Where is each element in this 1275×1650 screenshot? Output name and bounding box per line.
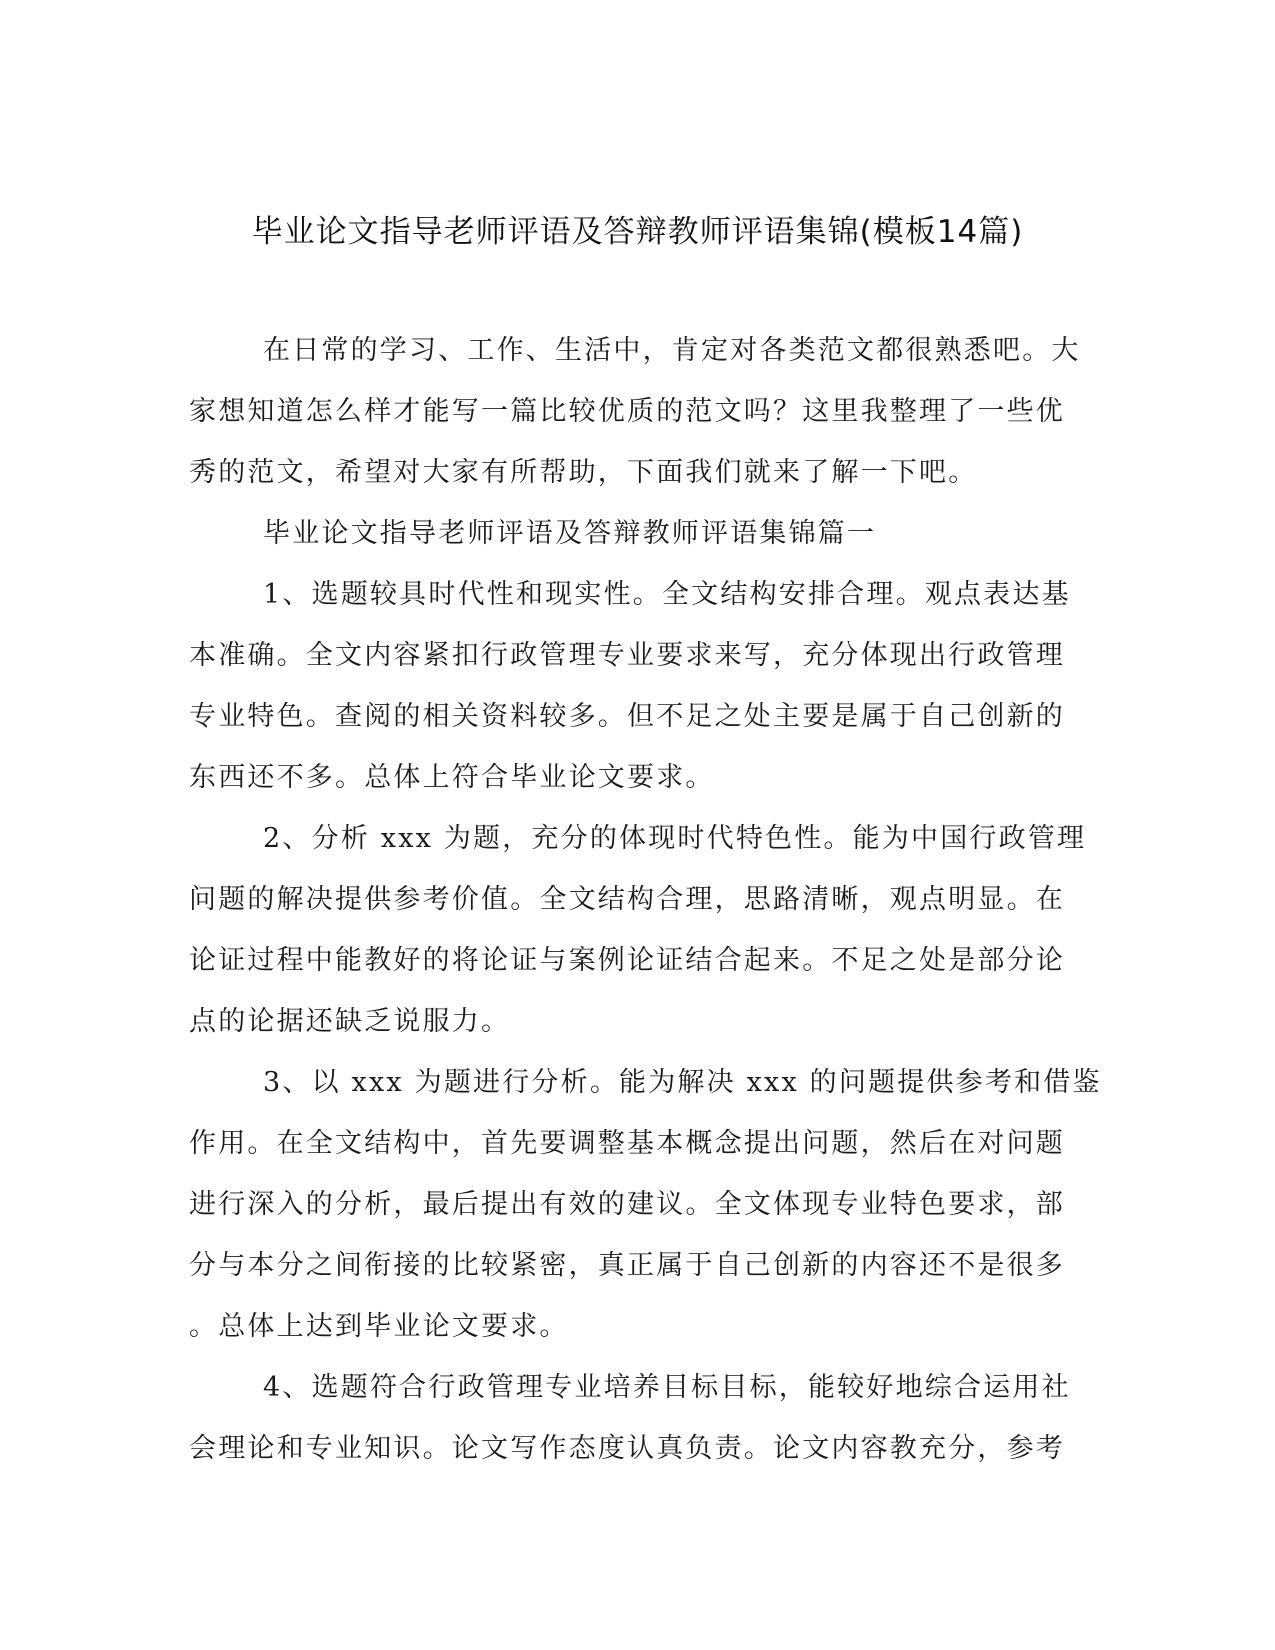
text-line: 分与本分之间衔接的比较紧密，真正属于自己创新的内容还不是很多 [189, 1250, 1065, 1281]
text-line: 本准确。全文内容紧扣行政管理专业要求来写，充分体现出行政管理 [189, 640, 1065, 671]
text-line: 在日常的学习、工作、生活中，肯定对各类范文都很熟悉吧。大 [263, 335, 1081, 366]
text-line: 会理论和专业知识。论文写作态度认真负责。论文内容教充分，参考 [189, 1433, 1065, 1464]
text-line: 3、以 xxx 为题进行分析。能为解决 xxx 的问题提供参考和借鉴 [263, 1067, 1102, 1098]
text-line: 进行深入的分析，最后提出有效的建议。全文体现专业特色要求，部 [189, 1189, 1065, 1220]
text-line: 家想知道怎么样才能写一篇比较优质的范文吗？这里我整理了一些优 [189, 396, 1065, 427]
text-line: 作用。在全文结构中，首先要调整基本概念提出问题，然后在对问题 [189, 1128, 1065, 1159]
text-line: 秀的范文，希望对大家有所帮助，下面我们就来了解一下吧。 [189, 457, 978, 488]
section-heading: 毕业论文指导老师评语及答辩教师评语集锦篇一 [263, 518, 877, 549]
text-line: 2、分析 xxx 为题，充分的体现时代特色性。能为中国行政管理 [263, 823, 1087, 854]
text-line: 4、选题符合行政管理专业培养目标目标，能较好地综合运用社 [263, 1372, 1071, 1403]
text-line: 问题的解决提供参考价值。全文结构合理，思路清晰，观点明显。在 [189, 884, 1065, 915]
text-line: 1、选题较具时代性和现实性。全文结构安排合理。观点表达基 [263, 579, 1071, 610]
text-line: 点的论据还缺乏说服力。 [189, 1006, 511, 1037]
text-line: 东西还不多。总体上符合毕业论文要求。 [189, 762, 715, 793]
text-line: 。总体上达到毕业论文要求。 [189, 1311, 569, 1342]
document-title: 毕业论文指导老师评语及答辩教师评语集锦(模板14篇) [251, 214, 1024, 250]
text-line: 论证过程中能教好的将论证与案例论证结合起来。不足之处是部分论 [189, 945, 1065, 976]
document-body [189, 320, 1102, 1479]
text-line: 专业特色。查阅的相关资料较多。但不足之处主要是属于自己创新的 [189, 701, 1065, 732]
